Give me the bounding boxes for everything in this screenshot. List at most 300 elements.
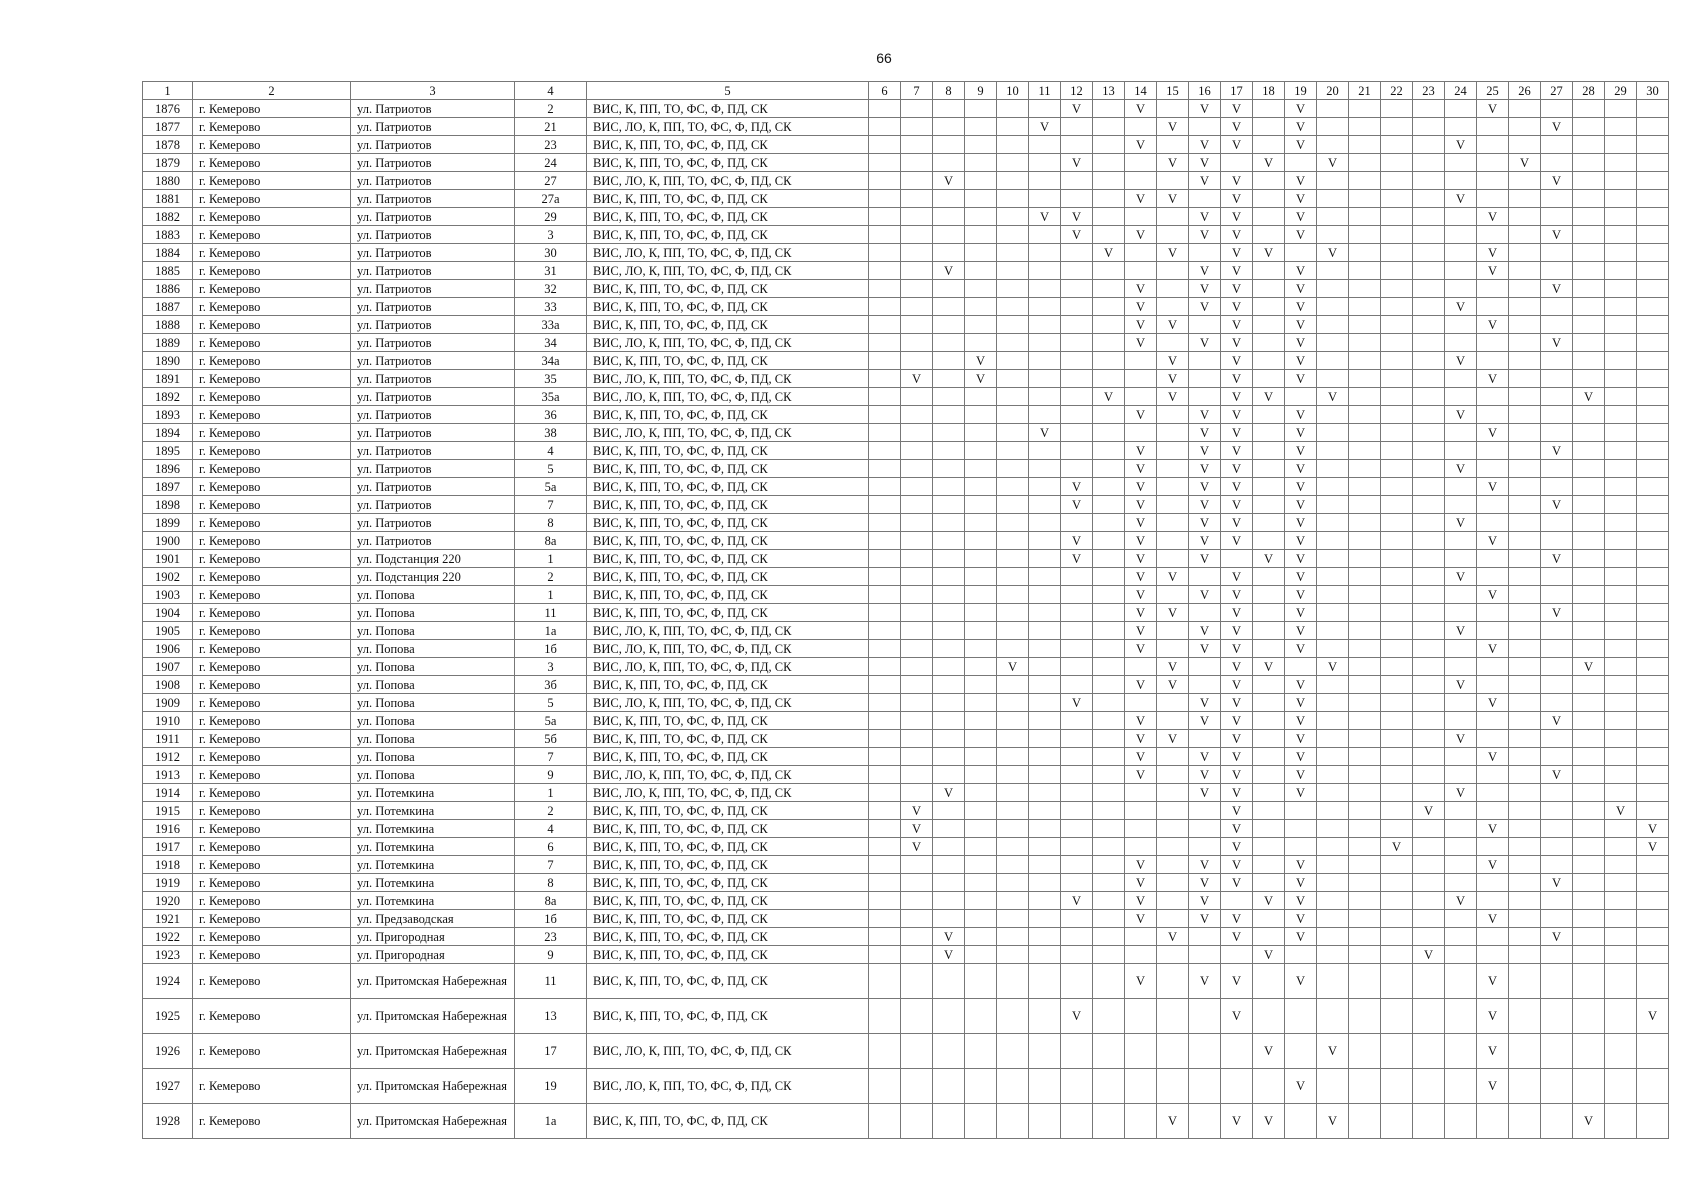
empty-cell <box>1253 999 1285 1034</box>
empty-cell <box>1093 964 1125 999</box>
city-cell: г. Кемерово <box>193 964 351 999</box>
empty-cell <box>1189 370 1221 388</box>
empty-cell <box>1605 838 1637 856</box>
empty-cell <box>1189 568 1221 586</box>
empty-cell <box>1317 460 1349 478</box>
codes-cell: ВИС, К, ПП, ТО, ФС, Ф, ПД, СК <box>587 1104 869 1139</box>
city-cell: г. Кемерово <box>193 280 351 298</box>
table-row <box>143 640 1669 658</box>
empty-cell <box>1285 838 1317 856</box>
empty-cell <box>1605 730 1637 748</box>
empty-cell <box>1317 892 1349 910</box>
empty-cell <box>901 640 933 658</box>
street-cell: ул. Патриотов <box>351 262 515 280</box>
empty-cell <box>1029 622 1061 640</box>
empty-cell <box>1349 406 1381 424</box>
empty-cell <box>1093 496 1125 514</box>
empty-cell <box>1029 532 1061 550</box>
empty-cell <box>1573 1069 1605 1104</box>
header-row <box>143 82 1669 100</box>
row-number: 1892 <box>143 388 193 406</box>
empty-cell <box>1253 352 1285 370</box>
codes-cell: ВИС, К, ПП, ТО, ФС, Ф, ПД, СК <box>587 316 869 334</box>
table-row <box>143 946 1669 964</box>
empty-cell <box>1029 568 1061 586</box>
row-number: 1914 <box>143 784 193 802</box>
codes-cell: ВИС, К, ПП, ТО, ФС, Ф, ПД, СК <box>587 586 869 604</box>
empty-cell <box>1029 262 1061 280</box>
check-mark: V <box>1445 406 1477 424</box>
row-number: 1881 <box>143 190 193 208</box>
codes-cell: ВИС, ЛО, К, ПП, ТО, ФС, Ф, ПД, СК <box>587 694 869 712</box>
empty-cell <box>1509 532 1541 550</box>
empty-cell <box>997 550 1029 568</box>
empty-cell <box>1253 676 1285 694</box>
check-mark: V <box>1157 568 1189 586</box>
check-mark: V <box>1189 154 1221 172</box>
table-row <box>143 118 1669 136</box>
column-header: 24 <box>1445 82 1477 100</box>
empty-cell <box>1061 334 1093 352</box>
city-cell: г. Кемерово <box>193 208 351 226</box>
house-cell: 2 <box>515 802 587 820</box>
empty-cell <box>965 514 997 532</box>
check-mark: V <box>1061 478 1093 496</box>
empty-cell <box>997 928 1029 946</box>
street-cell: ул. Притомская Набережная <box>351 999 515 1034</box>
empty-cell <box>1253 478 1285 496</box>
empty-cell <box>933 1069 965 1104</box>
empty-cell <box>1349 928 1381 946</box>
empty-cell <box>1093 802 1125 820</box>
empty-cell <box>1349 118 1381 136</box>
empty-cell <box>997 604 1029 622</box>
table-row <box>143 154 1669 172</box>
empty-cell <box>1093 999 1125 1034</box>
empty-cell <box>1573 999 1605 1034</box>
empty-cell <box>1061 640 1093 658</box>
empty-cell <box>1637 496 1669 514</box>
empty-cell <box>1349 658 1381 676</box>
empty-cell <box>1381 190 1413 208</box>
empty-cell <box>1061 1034 1093 1069</box>
empty-cell <box>1189 118 1221 136</box>
empty-cell <box>1541 946 1573 964</box>
check-mark: V <box>1413 946 1445 964</box>
empty-cell <box>1637 856 1669 874</box>
empty-cell <box>1221 154 1253 172</box>
empty-cell <box>1317 784 1349 802</box>
empty-cell <box>1381 1034 1413 1069</box>
empty-cell <box>997 802 1029 820</box>
empty-cell <box>1285 1034 1317 1069</box>
empty-cell <box>1637 244 1669 262</box>
empty-cell <box>1509 1104 1541 1139</box>
table-row <box>143 730 1669 748</box>
empty-cell <box>1317 478 1349 496</box>
check-mark: V <box>1189 586 1221 604</box>
empty-cell <box>1413 784 1445 802</box>
empty-cell <box>1189 802 1221 820</box>
empty-cell <box>1125 999 1157 1034</box>
check-mark: V <box>1221 532 1253 550</box>
empty-cell <box>933 532 965 550</box>
empty-cell <box>933 640 965 658</box>
codes-cell: ВИС, ЛО, К, ПП, ТО, ФС, Ф, ПД, СК <box>587 766 869 784</box>
empty-cell <box>997 370 1029 388</box>
check-mark: V <box>1541 226 1573 244</box>
check-mark: V <box>1285 604 1317 622</box>
check-mark: V <box>1381 838 1413 856</box>
check-mark: V <box>1221 370 1253 388</box>
empty-cell <box>1509 802 1541 820</box>
empty-cell <box>1413 1069 1445 1104</box>
row-number: 1903 <box>143 586 193 604</box>
empty-cell <box>1637 442 1669 460</box>
empty-cell <box>1637 226 1669 244</box>
row-number: 1912 <box>143 748 193 766</box>
house-cell: 35 <box>515 370 587 388</box>
empty-cell <box>1349 712 1381 730</box>
check-mark: V <box>933 946 965 964</box>
empty-cell <box>965 298 997 316</box>
street-cell: ул. Потемкина <box>351 856 515 874</box>
codes-cell: ВИС, К, ПП, ТО, ФС, Ф, ПД, СК <box>587 190 869 208</box>
empty-cell <box>1253 406 1285 424</box>
empty-cell <box>1541 406 1573 424</box>
street-cell: ул. Патриотов <box>351 352 515 370</box>
empty-cell <box>901 1069 933 1104</box>
house-cell: 36 <box>515 406 587 424</box>
empty-cell <box>1509 820 1541 838</box>
row-number: 1927 <box>143 1069 193 1104</box>
empty-cell <box>1445 424 1477 442</box>
codes-cell: ВИС, К, ПП, ТО, ФС, Ф, ПД, СК <box>587 999 869 1034</box>
empty-cell <box>1317 766 1349 784</box>
empty-cell <box>1317 640 1349 658</box>
empty-cell <box>1477 352 1509 370</box>
empty-cell <box>1605 514 1637 532</box>
house-cell: 4 <box>515 820 587 838</box>
empty-cell <box>1477 118 1509 136</box>
empty-cell <box>1381 172 1413 190</box>
check-mark: V <box>1221 964 1253 999</box>
row-number: 1926 <box>143 1034 193 1069</box>
empty-cell <box>1349 586 1381 604</box>
empty-cell <box>1637 100 1669 118</box>
street-cell: ул. Пригородная <box>351 946 515 964</box>
city-cell: г. Кемерово <box>193 856 351 874</box>
empty-cell <box>869 280 901 298</box>
empty-cell <box>997 874 1029 892</box>
empty-cell <box>1413 568 1445 586</box>
check-mark: V <box>1189 136 1221 154</box>
empty-cell <box>1381 406 1413 424</box>
empty-cell <box>1445 550 1477 568</box>
empty-cell <box>1317 802 1349 820</box>
empty-cell <box>1445 999 1477 1034</box>
row-number: 1886 <box>143 280 193 298</box>
empty-cell <box>901 118 933 136</box>
empty-cell <box>1573 892 1605 910</box>
check-mark: V <box>901 370 933 388</box>
empty-cell <box>1061 910 1093 928</box>
check-mark: V <box>1285 766 1317 784</box>
empty-cell <box>1253 370 1285 388</box>
empty-cell <box>1349 640 1381 658</box>
house-cell: 2 <box>515 100 587 118</box>
empty-cell <box>965 1104 997 1139</box>
empty-cell <box>869 946 901 964</box>
empty-cell <box>901 1104 933 1139</box>
column-header: 22 <box>1381 82 1413 100</box>
house-cell: 7 <box>515 496 587 514</box>
check-mark: V <box>1285 100 1317 118</box>
empty-cell <box>1637 1069 1669 1104</box>
codes-cell: ВИС, К, ПП, ТО, ФС, Ф, ПД, СК <box>587 604 869 622</box>
empty-cell <box>1605 1069 1637 1104</box>
empty-cell <box>1157 712 1189 730</box>
empty-cell <box>869 136 901 154</box>
empty-cell <box>1445 964 1477 999</box>
empty-cell <box>1413 118 1445 136</box>
empty-cell <box>965 334 997 352</box>
column-header: 28 <box>1573 82 1605 100</box>
house-cell: 9 <box>515 766 587 784</box>
empty-cell <box>1445 802 1477 820</box>
empty-cell <box>869 532 901 550</box>
empty-cell <box>1605 999 1637 1034</box>
empty-cell <box>869 1034 901 1069</box>
check-mark: V <box>1125 892 1157 910</box>
house-cell: 19 <box>515 1069 587 1104</box>
check-mark: V <box>1125 676 1157 694</box>
city-cell: г. Кемерово <box>193 1069 351 1104</box>
empty-cell <box>933 586 965 604</box>
house-cell: 32 <box>515 280 587 298</box>
empty-cell <box>1093 730 1125 748</box>
check-mark: V <box>1125 874 1157 892</box>
empty-cell <box>1509 460 1541 478</box>
empty-cell <box>997 856 1029 874</box>
empty-cell <box>1157 586 1189 604</box>
empty-cell <box>869 838 901 856</box>
empty-cell <box>1477 730 1509 748</box>
empty-cell <box>1445 820 1477 838</box>
empty-cell <box>1509 172 1541 190</box>
empty-cell <box>1381 334 1413 352</box>
empty-cell <box>1349 784 1381 802</box>
empty-cell <box>1125 118 1157 136</box>
empty-cell <box>965 388 997 406</box>
empty-cell <box>965 999 997 1034</box>
empty-cell <box>1125 838 1157 856</box>
empty-cell <box>1509 316 1541 334</box>
empty-cell <box>1573 100 1605 118</box>
check-mark: V <box>1509 154 1541 172</box>
empty-cell <box>1477 172 1509 190</box>
street-cell: ул. Попова <box>351 658 515 676</box>
empty-cell <box>1445 748 1477 766</box>
empty-cell <box>1317 586 1349 604</box>
codes-cell: ВИС, К, ПП, ТО, ФС, Ф, ПД, СК <box>587 208 869 226</box>
house-cell: 5 <box>515 694 587 712</box>
empty-cell <box>1413 676 1445 694</box>
check-mark: V <box>1253 244 1285 262</box>
empty-cell <box>1573 838 1605 856</box>
empty-cell <box>1349 334 1381 352</box>
check-mark: V <box>1541 334 1573 352</box>
street-cell: ул. Потемкина <box>351 874 515 892</box>
empty-cell <box>1093 856 1125 874</box>
empty-cell <box>965 1069 997 1104</box>
empty-cell <box>1509 748 1541 766</box>
house-cell: 38 <box>515 424 587 442</box>
empty-cell <box>1445 1104 1477 1139</box>
empty-cell <box>1349 820 1381 838</box>
empty-cell <box>1541 100 1573 118</box>
empty-cell <box>1509 622 1541 640</box>
empty-cell <box>1413 820 1445 838</box>
empty-cell <box>933 100 965 118</box>
empty-cell <box>933 550 965 568</box>
column-header: 2 <box>193 82 351 100</box>
empty-cell <box>1157 856 1189 874</box>
empty-cell <box>1093 100 1125 118</box>
empty-cell <box>1317 370 1349 388</box>
check-mark: V <box>1445 514 1477 532</box>
empty-cell <box>965 928 997 946</box>
empty-cell <box>1029 1034 1061 1069</box>
empty-cell <box>1093 820 1125 838</box>
check-mark: V <box>1189 784 1221 802</box>
empty-cell <box>1157 478 1189 496</box>
empty-cell <box>1093 460 1125 478</box>
codes-cell: ВИС, К, ПП, ТО, ФС, Ф, ПД, СК <box>587 838 869 856</box>
empty-cell <box>1125 946 1157 964</box>
empty-cell <box>1573 730 1605 748</box>
empty-cell <box>997 352 1029 370</box>
empty-cell <box>1381 856 1413 874</box>
empty-cell <box>1541 964 1573 999</box>
check-mark: V <box>1221 406 1253 424</box>
check-mark: V <box>1573 1104 1605 1139</box>
check-mark: V <box>1189 964 1221 999</box>
empty-cell <box>933 892 965 910</box>
street-cell: ул. Патриотов <box>351 424 515 442</box>
check-mark: V <box>1125 334 1157 352</box>
empty-cell <box>1061 460 1093 478</box>
check-mark: V <box>1221 478 1253 496</box>
empty-cell <box>1477 388 1509 406</box>
check-mark: V <box>1093 244 1125 262</box>
empty-cell <box>1477 892 1509 910</box>
check-mark: V <box>1189 460 1221 478</box>
empty-cell <box>1541 190 1573 208</box>
empty-cell <box>1381 226 1413 244</box>
empty-cell <box>1253 730 1285 748</box>
empty-cell <box>933 856 965 874</box>
empty-cell <box>1157 748 1189 766</box>
check-mark: V <box>1221 1104 1253 1139</box>
empty-cell <box>965 424 997 442</box>
empty-cell <box>1509 352 1541 370</box>
empty-cell <box>1509 640 1541 658</box>
empty-cell <box>1509 334 1541 352</box>
check-mark: V <box>1061 208 1093 226</box>
empty-cell <box>901 316 933 334</box>
empty-cell <box>1445 1034 1477 1069</box>
check-mark: V <box>1221 784 1253 802</box>
codes-cell: ВИС, К, ПП, ТО, ФС, Ф, ПД, СК <box>587 352 869 370</box>
check-mark: V <box>1477 640 1509 658</box>
empty-cell <box>1061 586 1093 604</box>
empty-cell <box>933 838 965 856</box>
city-cell: г. Кемерово <box>193 1034 351 1069</box>
empty-cell <box>901 622 933 640</box>
empty-cell <box>901 586 933 604</box>
check-mark: V <box>1445 892 1477 910</box>
check-mark: V <box>1125 586 1157 604</box>
city-cell: г. Кемерово <box>193 406 351 424</box>
empty-cell <box>1381 658 1413 676</box>
check-mark: V <box>1477 244 1509 262</box>
empty-cell <box>1029 136 1061 154</box>
street-cell: ул. Патриотов <box>351 172 515 190</box>
check-mark: V <box>1221 334 1253 352</box>
street-cell: ул. Притомская Набережная <box>351 1104 515 1139</box>
empty-cell <box>1157 532 1189 550</box>
empty-cell <box>901 532 933 550</box>
codes-cell: ВИС, К, ПП, ТО, ФС, Ф, ПД, СК <box>587 154 869 172</box>
table-row <box>143 208 1669 226</box>
empty-cell <box>1541 154 1573 172</box>
empty-cell <box>1349 730 1381 748</box>
check-mark: V <box>1637 820 1669 838</box>
empty-cell <box>901 208 933 226</box>
check-mark: V <box>1445 298 1477 316</box>
empty-cell <box>997 1034 1029 1069</box>
empty-cell <box>1317 999 1349 1034</box>
empty-cell <box>1125 1104 1157 1139</box>
empty-cell <box>1509 766 1541 784</box>
empty-cell <box>997 190 1029 208</box>
empty-cell <box>1029 352 1061 370</box>
empty-cell <box>965 550 997 568</box>
empty-cell <box>1125 172 1157 190</box>
empty-cell <box>901 604 933 622</box>
check-mark: V <box>1221 838 1253 856</box>
check-mark: V <box>1157 190 1189 208</box>
empty-cell <box>997 496 1029 514</box>
empty-cell <box>1157 946 1189 964</box>
empty-cell <box>1253 640 1285 658</box>
empty-cell <box>1509 586 1541 604</box>
empty-cell <box>1029 892 1061 910</box>
empty-cell <box>1605 118 1637 136</box>
empty-cell <box>965 280 997 298</box>
empty-cell <box>1061 802 1093 820</box>
empty-cell <box>933 658 965 676</box>
check-mark: V <box>1253 1104 1285 1139</box>
empty-cell <box>965 568 997 586</box>
empty-cell <box>1157 784 1189 802</box>
empty-cell <box>1509 892 1541 910</box>
check-mark: V <box>1157 370 1189 388</box>
empty-cell <box>1541 568 1573 586</box>
empty-cell <box>901 766 933 784</box>
empty-cell <box>1317 874 1349 892</box>
